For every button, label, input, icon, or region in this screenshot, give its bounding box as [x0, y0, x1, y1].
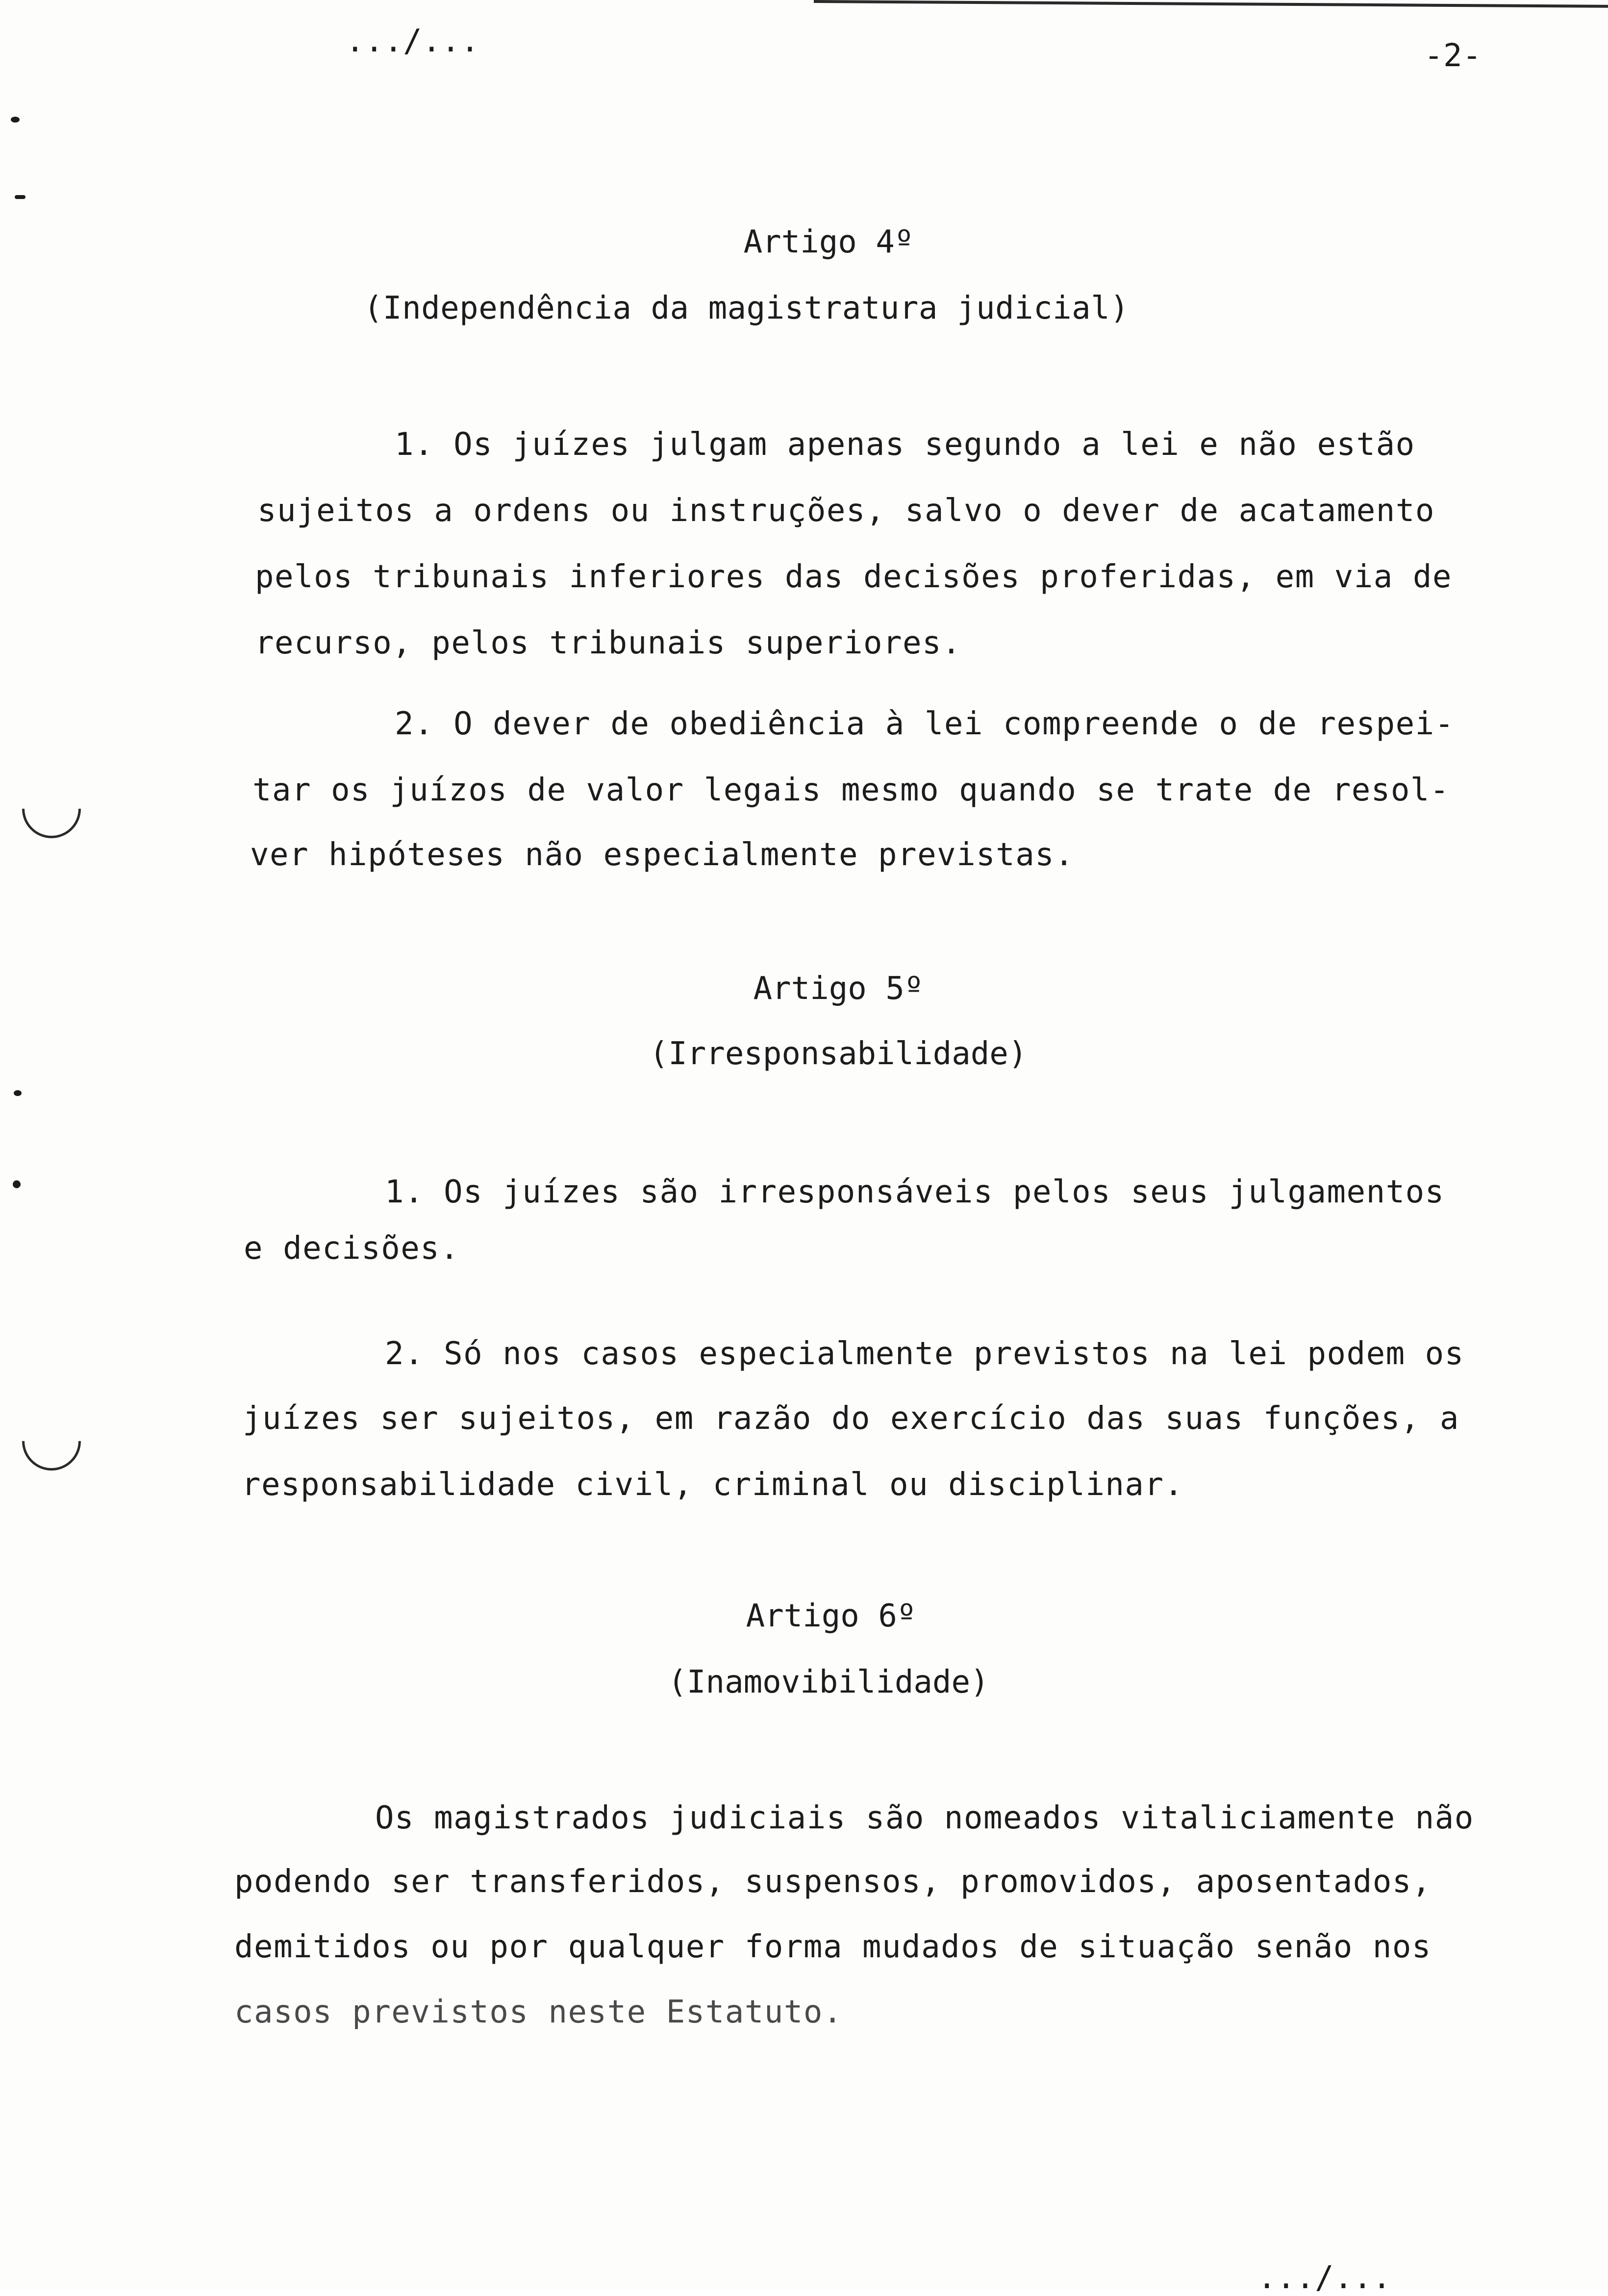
binding-hole-mark [13, 1180, 21, 1188]
article-5-subtitle: (Irresponsabilidade) [649, 1036, 1028, 1072]
continuation-marker-bottom: .../... [1257, 2260, 1392, 2296]
article-6-subtitle: (Inamovibilidade) [668, 1664, 989, 1700]
article-4-title: Artigo 4º [743, 224, 914, 260]
article-5-paragraph-1-line: e decisões. [244, 1230, 460, 1267]
article-5-paragraph-2-line: 2. Só nos casos especialmente previstos na lei podem os [385, 1336, 1464, 1372]
article-6-title: Artigo 6º [746, 1598, 916, 1634]
top-rule [814, 0, 1608, 8]
article-4-paragraph-1-line: 1. Os juízes julgam apenas segundo a lei e não estão [395, 426, 1415, 463]
article-4-paragraph-2-line: tar os juízos de valor legais mesmo quando se trate de resol- [252, 772, 1450, 808]
article-6-paragraph-line: podendo ser transferidos, suspensos, promovidos, aposentados, [234, 1864, 1432, 1900]
article-4-paragraph-1-line: pelos tribunais inferiores das decisões proferidas, em via de [255, 559, 1452, 595]
article-5-paragraph-1-line: 1. Os juízes são irresponsáveis pelos seus julgamentos [385, 1174, 1445, 1210]
article-6-paragraph-line: Os magistrados judiciais são nomeados vitaliciamente não [375, 1800, 1474, 1836]
punch-hole-arc [10, 767, 93, 850]
article-4-paragraph-2-line: ver hipóteses não especialmente previstas. [250, 837, 1075, 873]
article-5-paragraph-2-line: responsabilidade civil, criminal ou disciplinar. [242, 1467, 1184, 1503]
article-4-paragraph-1-line: sujeitos a ordens ou instruções, salvo o dever de acatamento [257, 493, 1435, 529]
article-6-paragraph-line: demitidos ou por qualquer forma mudados de situação senão nos [234, 1929, 1432, 1965]
binding-hole-mark [14, 1090, 22, 1096]
article-5-paragraph-2-line: juízes ser sujeitos, em razão do exercício das suas funções, a [243, 1400, 1459, 1437]
article-5-title: Artigo 5º [753, 971, 924, 1007]
continuation-marker-top: .../... [346, 23, 480, 59]
punch-hole-arc [10, 1399, 93, 1483]
article-4-subtitle: (Independência da magistratura judicial) [364, 290, 1130, 326]
page-number: -2- [1424, 38, 1482, 74]
article-4-paragraph-1-line: recurso, pelos tribunais superiores. [255, 625, 962, 661]
article-6-paragraph-line: casos previstos neste Estatuto. [234, 1994, 843, 2030]
binding-hole-mark [11, 117, 20, 123]
binding-hole-mark [15, 195, 25, 199]
article-4-paragraph-2-line: 2. O dever de obediência à lei compreende o de respei- [395, 706, 1455, 742]
